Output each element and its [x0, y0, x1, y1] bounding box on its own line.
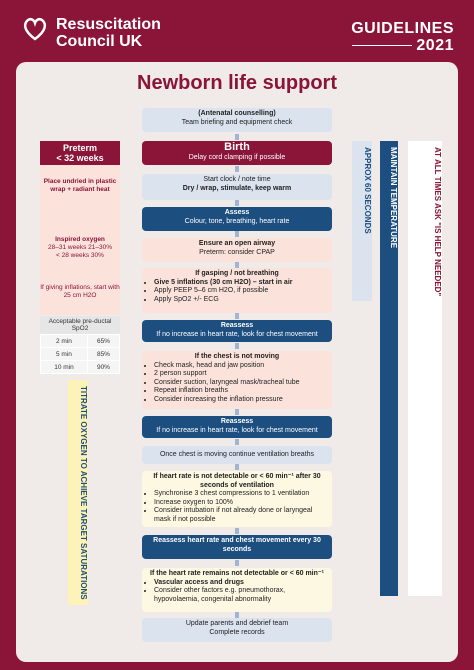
- connector: [235, 612, 239, 618]
- step-open-airway: Ensure an open airway Preterm: consider CPAP: [142, 238, 332, 262]
- connector: [235, 134, 239, 140]
- connector: [235, 528, 239, 534]
- step-chest-not-moving: If the chest is not moving • Check mask, head and jaw position • 2 person support • Consider suction, laryngeal mask/tracheal tube • Repeat inflation breaths • Consider increasing the inflation pressure: [142, 351, 332, 409]
- table-row: 10 min 90%: [41, 361, 120, 374]
- inflation-note: If giving inflations, start with 25 cm H2O: [40, 284, 120, 299]
- step-continue-ventilation: Once chest is moving continue ventilation breaths: [142, 446, 332, 464]
- header: [0, 0, 474, 62]
- preterm-header: Preterm < 32 weeks: [40, 141, 120, 165]
- step-assess: Assess Colour, tone, breathing, heart rate: [142, 207, 332, 231]
- page-title: Newborn life support: [137, 72, 337, 94]
- spo2-table-header: Acceptable pre-ductal SpO2: [40, 316, 120, 334]
- connector: [235, 166, 239, 172]
- band-approx-60-seconds: APPROX 60 SECONDS: [352, 141, 372, 301]
- connector: [235, 313, 239, 319]
- connector: [235, 200, 239, 206]
- band-maintain-temperature: MAINTAIN TEMPERATURE: [380, 141, 398, 596]
- step-debrief: Update parents and debrief team Complete records: [142, 618, 332, 642]
- connector: [235, 409, 239, 415]
- step-inflations: If gasping / not breathing • Give 5 inflations (30 cm H2O) – start in air • Apply PEEP 5–6 cm H2O, if possible • Apply SpO2 +/- ECG: [142, 268, 332, 313]
- org-name: Resuscitation Council UK: [56, 16, 161, 50]
- step-chest-compressions: If heart rate is not detectable or < 60 min⁻¹ after 30 seconds of ventilation • Synchronise 3 chest compressions to 1 ventilation • Increase oxygen to 100% • Consider intubation if not already done or laryngeal mask if not possible: [142, 471, 332, 527]
- heart-logo-icon: [22, 16, 48, 42]
- connector: [235, 262, 239, 268]
- inspired-oxygen-note: Inspired oxygen 28–31 weeks 21–30% < 28 weeks 30%: [48, 236, 112, 259]
- step-start-clock: Start clock / note time Dry / wrap, stimulate, keep warm: [142, 174, 332, 200]
- connector: [235, 343, 239, 349]
- band-ask-help: AT ALL TIMES ASK "IS HELP NEEDED": [408, 141, 442, 596]
- table-row: 5 min 85%: [41, 348, 120, 361]
- guidelines-label: GUIDELINES 2021: [351, 20, 454, 54]
- step-antenatal: (Antenatal counselling) Team briefing and equipment check: [142, 108, 332, 132]
- connector: [235, 231, 239, 237]
- spo2-table: [40, 316, 120, 374]
- connector: [235, 439, 239, 445]
- step-reassess-2: Reassess If no increase in heart rate, look for chest movement: [142, 416, 332, 438]
- table-row: 2 min 65%: [41, 335, 120, 348]
- step-reassess-30s: Reassess heart rate and chest movement every 30 seconds: [142, 535, 332, 559]
- step-reassess-1: Reassess If no increase in heart rate, look for chest movement: [142, 320, 332, 342]
- step-birth: Birth Delay cord clamping if possible: [142, 141, 332, 165]
- connector: [235, 560, 239, 566]
- step-vascular-access: If the heart rate remains not detectable or < 60 min⁻¹ • Vascular access and drugs • Consider other factors e.g. pneumothorax, hypovolaemia, congenital abnormality: [142, 568, 332, 612]
- preterm-wrap-note: Place undried in plastic wrap + radiant heat: [43, 178, 117, 193]
- connector: [235, 464, 239, 470]
- titrate-oxygen-band: TITRATE OXYGEN TO ACHIEVE TARGET SATURATIONS: [68, 380, 88, 605]
